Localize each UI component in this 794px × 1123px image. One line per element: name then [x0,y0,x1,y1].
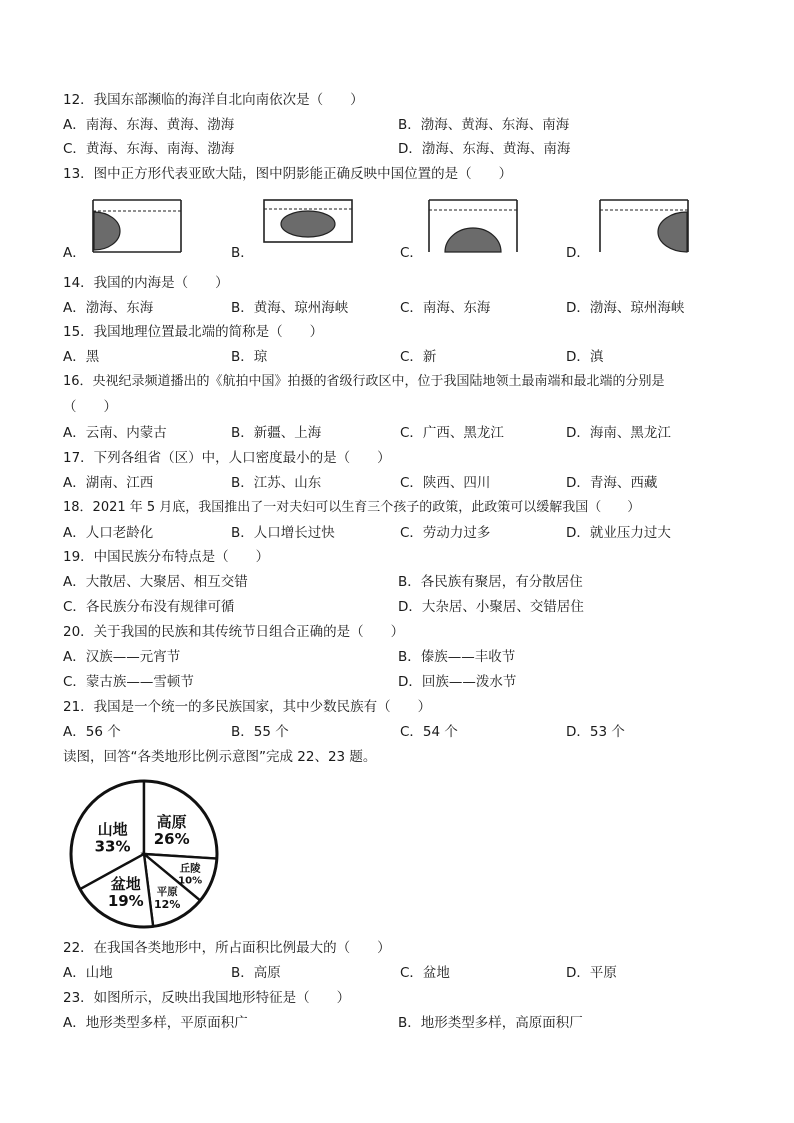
question-19-option-a[interactable]: A．大散居、大聚居、相互交错 [63,574,248,590]
question-18-option-b[interactable]: B．人口增长过快 [231,525,335,541]
question-12-option-d[interactable]: D．渤海、东海、黄海、南海 [398,141,571,157]
question-20-option-a[interactable]: A．汉族——元宵节 [63,649,181,665]
question-21-option-d[interactable]: D．53 个 [566,724,625,740]
pie-label-hill: 丘陵 [179,862,201,875]
question-18-stem: 18．2021 年 5 月底，我国推出了一对夫妇可以生育三个孩子的政策，此政策可以缓解我国（ ） [63,500,641,515]
pie-value-basin: 19% [107,891,144,910]
question-14-option-c[interactable]: C．南海、东海 [400,300,491,316]
question-17-option-c[interactable]: C．陕西、四川 [400,475,491,491]
question-22-option-d[interactable]: D．平原 [566,965,617,981]
question-22-option-c[interactable]: C．盆地 [400,965,450,981]
question-21-option-a[interactable]: A．56 个 [63,724,121,740]
question-15-option-a[interactable]: A．黑 [63,349,100,365]
question-18-option-a[interactable]: A．人口老龄化 [63,525,154,541]
question-16-option-b[interactable]: B．新疆、上海 [231,425,322,441]
question-19-option-b[interactable]: B．各民族有聚居，有分散居住 [398,574,583,590]
question-16-option-d[interactable]: D．海南、黑龙江 [566,425,671,441]
question-19-stem: 19．中国民族分布特点是（ ） [63,549,270,565]
question-14-stem: 14．我国的内海是（ ） [63,275,229,291]
pie-value-plain: 12% [154,898,181,912]
pie-label-plateau: 高原 [156,813,187,832]
question-12-option-b[interactable]: B．渤海、黄海、东海、南海 [398,117,570,133]
question-15-option-b[interactable]: B．琼 [231,349,268,365]
question-13-figure-c[interactable] [427,198,519,254]
question-16-option-a[interactable]: A．云南、内蒙古 [63,425,167,441]
question-23-stem: 23．如图所示，反映出我国地形特征是（ ） [63,990,351,1006]
question-12-option-c[interactable]: C．黄海、东海、南海、渤海 [63,141,235,157]
question-13-figure-a[interactable] [91,198,183,254]
question-18-option-c[interactable]: C．劳动力过多 [400,525,491,541]
question-19-option-d[interactable]: D．大杂居、小聚居、交错居住 [398,599,584,615]
question-13-figure-b[interactable] [262,198,354,244]
reading-intro: 读图，回答“各类地形比例示意图”完成 22、23 题。 [63,749,377,765]
question-19-option-c[interactable]: C．各民族分布没有规律可循 [63,599,235,615]
question-13-option-c-label[interactable]: C． [400,245,423,261]
question-22-option-a[interactable]: A．山地 [63,965,113,981]
question-18-option-d[interactable]: D．就业压力过大 [566,525,671,541]
question-22-stem: 22．在我国各类地形中，所占面积比例最大的（ ） [63,940,391,956]
question-13-figure-d[interactable] [598,198,690,254]
pie-label-plain: 平原 [156,886,178,899]
question-23-option-b[interactable]: B．地形类型多样，高原面积厂 [398,1015,583,1031]
question-23-option-a[interactable]: A．地形类型多样，平原面积广 [63,1015,248,1031]
question-21-stem: 21．我国是一个统一的多民族国家，其中少数民族有（ ） [63,699,432,715]
pie-label-basin: 盆地 [110,874,141,893]
pie-value-plateau: 26% [153,830,190,849]
question-15-option-d[interactable]: D．滇 [566,349,604,365]
question-12-stem: 12．我国东部濒临的海洋自北向南依次是（ ） [63,92,364,108]
question-21-option-c[interactable]: C．54 个 [400,724,458,740]
question-14-option-b[interactable]: B．黄海、琼州海峡 [231,300,349,316]
question-17-option-a[interactable]: A．湖南、江西 [63,475,154,491]
question-13-option-a-label[interactable]: A． [63,245,86,261]
question-13-option-b-label[interactable]: B． [231,245,254,261]
question-14-option-d[interactable]: D．渤海、琼州海峡 [566,300,685,316]
question-20-option-b[interactable]: B．傣族——丰收节 [398,649,516,665]
pie-label-mountain: 山地 [97,820,128,839]
pie-value-hill: 10% [178,875,203,887]
question-16-stem-continued: （ ） [63,399,117,415]
question-17-option-b[interactable]: B．江苏、山东 [231,475,322,491]
question-15-option-c[interactable]: C．新 [400,349,437,365]
question-17-option-d[interactable]: D．青海、西藏 [566,475,658,491]
question-13-stem: 13．图中正方形代表亚欧大陆，图中阴影能正确反映中国位置的是（ ） [63,166,513,182]
question-20-option-d[interactable]: D．回族——泼水节 [398,674,517,690]
question-15-stem: 15．我国地理位置最北端的简称是（ ） [63,324,324,340]
question-20-option-c[interactable]: C．蒙古族——雪顿节 [63,674,194,690]
terrain-pie-chart [66,778,222,930]
question-17-stem: 17．下列各组省（区）中，人口密度最小的是（ ） [63,450,391,466]
question-16-stem: 16．央视纪录频道播出的《航拍中国》拍摄的省级行政区中，位于我国陆地领土最南端和最北端的分别是 [63,374,665,389]
question-14-option-a[interactable]: A．渤海、东海 [63,300,154,316]
question-16-option-c[interactable]: C．广西、黑龙江 [400,425,504,441]
question-13-option-d-label[interactable]: D． [566,245,590,261]
question-21-option-b[interactable]: B．55 个 [231,724,289,740]
question-12-option-a[interactable]: A．南海、东海、黄海、渤海 [63,117,235,133]
pie-value-mountain: 33% [94,837,131,856]
question-22-option-b[interactable]: B．高原 [231,965,281,981]
question-20-stem: 20．关于我国的民族和其传统节日组合正确的是（ ） [63,624,405,640]
